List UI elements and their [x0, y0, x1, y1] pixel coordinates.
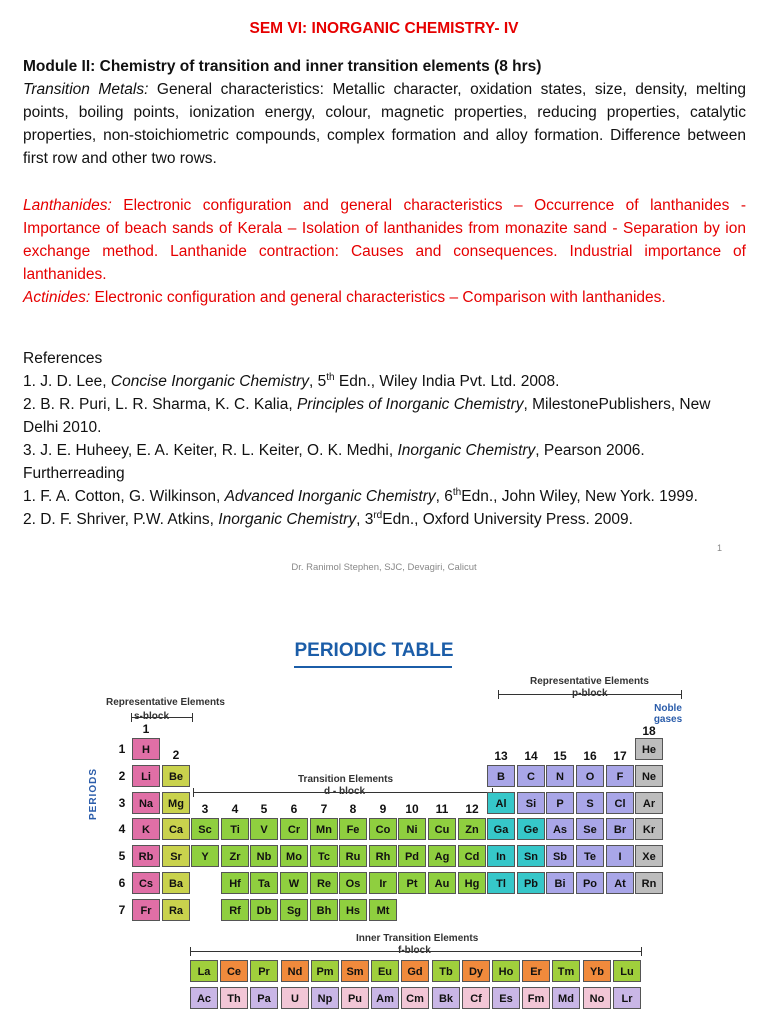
element-as: As: [546, 818, 574, 840]
element-ca: Ca: [162, 818, 190, 840]
element-u: U: [281, 987, 309, 1009]
period-label: 2: [118, 769, 126, 783]
reference-1-edition: , 5: [309, 373, 327, 390]
further-reading-1-title: Advanced Inorganic Chemistry: [224, 488, 436, 505]
element-he: He: [635, 738, 663, 760]
element-c: C: [517, 765, 545, 787]
element-sr: Sr: [162, 845, 190, 867]
period-label: 7: [118, 903, 126, 917]
element-v: V: [250, 818, 278, 840]
rep-elements-left-label: Representative Elements: [106, 697, 225, 708]
element-ni: Ni: [398, 818, 426, 840]
references-section: [23, 347, 746, 531]
actinides-text: Electronic configuration and general characteristics – Comparison with lanthanides.: [90, 289, 666, 306]
element-cf: Cf: [462, 987, 490, 1009]
f-block-arrow: [190, 951, 642, 952]
element-db: Db: [250, 899, 278, 921]
element-ne: Ne: [635, 765, 663, 787]
element-pd: Pd: [398, 845, 426, 867]
element-cl: Cl: [606, 792, 634, 814]
group-label: 16: [583, 749, 597, 763]
reference-3-publisher: , Pearson 2006.: [535, 442, 645, 459]
element-eu: Eu: [371, 960, 399, 982]
group-label: 14: [524, 749, 538, 763]
element-cs: Cs: [132, 872, 160, 894]
module-heading: Module II: Chemistry of transition and inner transition elements (8 hrs): [23, 58, 542, 75]
element-os: Os: [339, 872, 367, 894]
transition-metals-paragraph: [23, 78, 746, 170]
inner-transition-label: Inner Transition Elements: [356, 933, 479, 944]
further-reading-1-authors: 1. F. A. Cotton, G. Wilkinson,: [23, 488, 225, 505]
element-np: Np: [311, 987, 339, 1009]
element-th: Th: [220, 987, 248, 1009]
element-sb: Sb: [546, 845, 574, 867]
element-cr: Cr: [280, 818, 308, 840]
lanthanides-paragraph: [23, 194, 746, 286]
element-pr: Pr: [250, 960, 278, 982]
actinides-paragraph: [23, 286, 746, 309]
group-label: 10: [405, 802, 419, 816]
lanthanides-label: Lanthanides:: [23, 197, 112, 214]
element-ac: Ac: [190, 987, 218, 1009]
element-er: Er: [522, 960, 550, 982]
element-ho: Ho: [492, 960, 520, 982]
element-sn: Sn: [517, 845, 545, 867]
element-pt: Pt: [398, 872, 426, 894]
element-bh: Bh: [310, 899, 338, 921]
element-mn: Mn: [310, 818, 338, 840]
periodic-table-title: PERIODIC TABLE: [294, 640, 454, 661]
element-b: B: [487, 765, 515, 787]
element-fr: Fr: [132, 899, 160, 921]
element-re: Re: [310, 872, 338, 894]
element-hs: Hs: [339, 899, 367, 921]
rep-elements-right-label: Representative Elements: [530, 676, 649, 687]
element-ar: Ar: [635, 792, 663, 814]
lanthanides-text: Electronic configuration and general characteristics – Occurrence of lanthanides -Importance of beach sands of Kerala – Isolation of lanthanides from monazite sand - Separation by ion exchange method. Lanthanide contraction: Causes and consequences. Industrial importance of lanthanides.: [23, 197, 746, 283]
slide-number: 1: [717, 543, 723, 553]
reference-2-authors: 2. B. R. Puri, L. R. Sharma, K. C. Kalia,: [23, 396, 297, 413]
element-rn: Rn: [635, 872, 663, 894]
element-lr: Lr: [613, 987, 641, 1009]
group-label: 13: [494, 749, 508, 763]
actinides-label: Actinides:: [23, 289, 91, 306]
element-hf: Hf: [221, 872, 249, 894]
element-kr: Kr: [635, 818, 663, 840]
element-ba: Ba: [162, 872, 190, 894]
further-reading-2-authors: 2. D. F. Shriver, P.W. Atkins,: [23, 511, 219, 528]
element-mg: Mg: [162, 792, 190, 814]
reference-1: [23, 370, 746, 393]
element-ru: Ru: [339, 845, 367, 867]
element-rh: Rh: [369, 845, 397, 867]
element-sm: Sm: [341, 960, 369, 982]
element-tc: Tc: [310, 845, 338, 867]
element-fe: Fe: [339, 818, 367, 840]
element-lu: Lu: [613, 960, 641, 982]
element-y: Y: [191, 845, 219, 867]
reference-2-publisher: , MilestonePublishers, New Delhi 2010.: [23, 396, 711, 436]
reference-1-title: Concise Inorganic Chemistry: [110, 373, 310, 390]
references-heading: References: [23, 350, 103, 367]
further-reading-1-edition: , 6: [435, 488, 453, 505]
element-po: Po: [576, 872, 604, 894]
further-reading-2: [23, 508, 746, 531]
element-la: La: [190, 960, 218, 982]
group-label: 15: [553, 749, 567, 763]
group-label: 11: [435, 802, 449, 816]
reference-1-authors: 1. J. D. Lee,: [23, 373, 111, 390]
element-fm: Fm: [522, 987, 550, 1009]
further-reading-1-publisher: Edn., John Wiley, New York. 1999.: [461, 488, 698, 505]
reference-3: [23, 439, 746, 462]
element-h: H: [132, 738, 160, 760]
further-reading-2-publisher: Edn., Oxford University Press. 2009.: [382, 511, 633, 528]
reference-1-sup: th: [326, 371, 335, 383]
group-label: 6: [290, 802, 298, 816]
group-label: 9: [379, 802, 387, 816]
element-sc: Sc: [191, 818, 219, 840]
further-reading-2-title: Inorganic Chemistry: [218, 511, 357, 528]
further-reading-1-sup: th: [452, 486, 462, 498]
element-se: Se: [576, 818, 604, 840]
group-label: 3: [201, 802, 209, 816]
group-label: 1: [142, 722, 150, 736]
element-mt: Mt: [369, 899, 397, 921]
element-ga: Ga: [487, 818, 515, 840]
element-dy: Dy: [462, 960, 490, 982]
element-at: At: [606, 872, 634, 894]
element-nb: Nb: [250, 845, 278, 867]
element-na: Na: [132, 792, 160, 814]
element-ge: Ge: [517, 818, 545, 840]
element-ag: Ag: [428, 845, 456, 867]
slide-footer: Dr. Ranimol Stephen, SJC, Devagiri, Calicut: [291, 562, 477, 573]
group-label: 18: [642, 724, 656, 738]
element-li: Li: [132, 765, 160, 787]
transition-elements-label: Transition Elements: [298, 774, 394, 785]
element-i: I: [606, 845, 634, 867]
module-section: [23, 55, 746, 170]
period-label: 5: [118, 849, 126, 863]
element-no: No: [583, 987, 611, 1009]
element-o: O: [576, 765, 604, 787]
element-zr: Zr: [221, 845, 249, 867]
element-te: Te: [576, 845, 604, 867]
element-cu: Cu: [428, 818, 456, 840]
reference-2: [23, 393, 746, 439]
element-bk: Bk: [432, 987, 460, 1009]
element-md: Md: [552, 987, 580, 1009]
noble-gases-label: Noble gases: [653, 703, 683, 725]
element-al: Al: [487, 792, 515, 814]
further-reading-2-edition: , 3: [356, 511, 374, 528]
element-tm: Tm: [552, 960, 580, 982]
group-label: 4: [231, 802, 239, 816]
group-label: 8: [349, 802, 357, 816]
element-be: Be: [162, 765, 190, 787]
element-pb: Pb: [517, 872, 545, 894]
transition-metals-text: General characteristics: Metallic character, oxidation states, size, density, melting points, boiling points, ionization energy, colour, magnetic properties, reducing properties, catalytic properties, non-stoichiometric compounds, complex formation and alloy formation. Difference between first row and other two rows.: [23, 81, 746, 167]
group-label: 2: [172, 748, 180, 762]
reference-3-authors: 3. J. E. Huheey, E. A. Keiter, R. L. Keiter, O. K. Medhi,: [23, 442, 398, 459]
period-label: 1: [118, 742, 126, 756]
element-pu: Pu: [341, 987, 369, 1009]
element-p: P: [546, 792, 574, 814]
element-w: W: [280, 872, 308, 894]
element-ir: Ir: [369, 872, 397, 894]
transition-metals-label: Transition Metals:: [23, 81, 149, 98]
element-es: Es: [492, 987, 520, 1009]
element-n: N: [546, 765, 574, 787]
element-cm: Cm: [401, 987, 429, 1009]
d-block-arrow: [193, 792, 493, 793]
element-zn: Zn: [458, 818, 486, 840]
slide-title: SEM VI: INORGANIC CHEMISTRY- IV: [249, 20, 519, 37]
element-rf: Rf: [221, 899, 249, 921]
periods-axis-label: PERIODS: [88, 767, 99, 820]
group-label: 12: [465, 802, 479, 816]
reference-1-publisher: Edn., Wiley India Pvt. Ltd. 2008.: [334, 373, 560, 390]
reference-3-title: Inorganic Chemistry: [397, 442, 536, 459]
element-in: In: [487, 845, 515, 867]
element-cd: Cd: [458, 845, 486, 867]
further-reading-heading: Furtherreading: [23, 465, 125, 482]
element-tl: Tl: [487, 872, 515, 894]
element-rb: Rb: [132, 845, 160, 867]
element-k: K: [132, 818, 160, 840]
element-au: Au: [428, 872, 456, 894]
period-label: 4: [118, 822, 126, 836]
title-underline: [294, 666, 452, 668]
element-f: F: [606, 765, 634, 787]
lanthanides-section: [23, 194, 746, 309]
periodic-table-figure: [0, 610, 768, 1024]
element-yb: Yb: [583, 960, 611, 982]
element-sg: Sg: [280, 899, 308, 921]
further-reading-1: [23, 485, 746, 508]
element-mo: Mo: [280, 845, 308, 867]
element-ra: Ra: [162, 899, 190, 921]
element-am: Am: [371, 987, 399, 1009]
element-bi: Bi: [546, 872, 574, 894]
period-label: 3: [118, 796, 126, 810]
group-label: 7: [320, 802, 328, 816]
element-tb: Tb: [432, 960, 460, 982]
reference-2-title: Principles of Inorganic Chemistry: [296, 396, 524, 413]
group-label: 17: [613, 749, 627, 763]
element-pm: Pm: [311, 960, 339, 982]
period-label: 6: [118, 876, 126, 890]
element-co: Co: [369, 818, 397, 840]
element-ta: Ta: [250, 872, 278, 894]
element-si: Si: [517, 792, 545, 814]
element-xe: Xe: [635, 845, 663, 867]
element-hg: Hg: [458, 872, 486, 894]
element-pa: Pa: [250, 987, 278, 1009]
element-gd: Gd: [401, 960, 429, 982]
element-nd: Nd: [281, 960, 309, 982]
element-s: S: [576, 792, 604, 814]
element-ce: Ce: [220, 960, 248, 982]
element-ti: Ti: [221, 818, 249, 840]
p-block-arrow: [498, 694, 682, 695]
further-reading-2-sup: rd: [373, 509, 383, 521]
group-label: 5: [260, 802, 268, 816]
element-br: Br: [606, 818, 634, 840]
s-block-arrow: [131, 717, 193, 718]
